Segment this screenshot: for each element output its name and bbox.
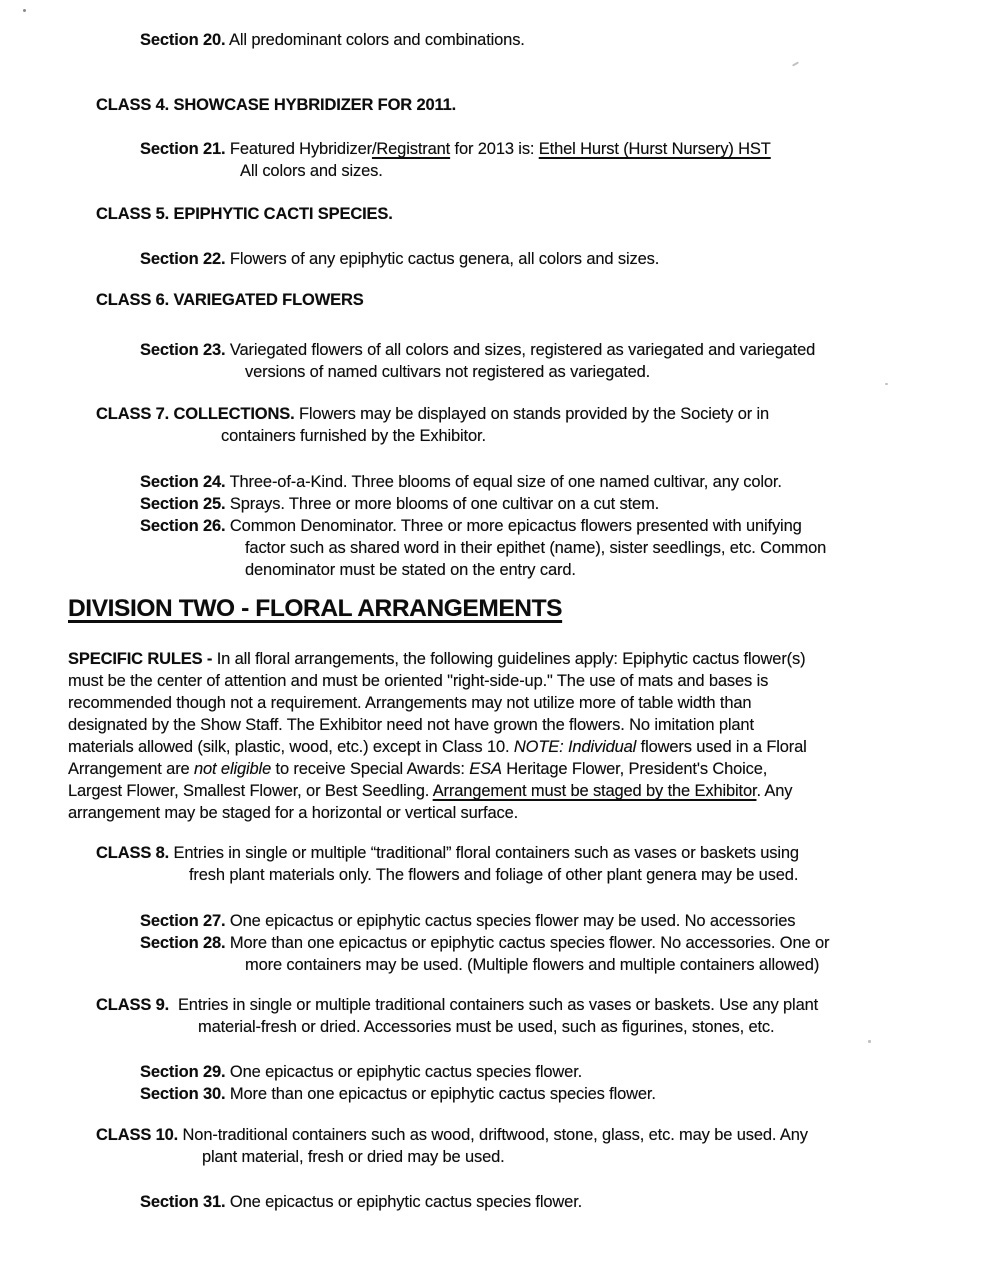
- text-line: [140, 515, 989, 537]
- text-line: [140, 29, 989, 51]
- text-segment: All predominant colors and combinations.: [225, 31, 525, 49]
- text-line: [68, 802, 989, 824]
- text-segment: must be the center of attention and must be oriented "right-side-up." The use of mats and bases is: [68, 672, 769, 690]
- text-segment: CLASS 10.: [96, 1126, 179, 1144]
- text-segment: Flowers may be displayed on stands provided by the Society or in: [294, 405, 770, 423]
- scan-speck: [868, 1040, 871, 1043]
- division-two-heading: [0, 594, 989, 624]
- text-segment: More than one epicactus or epiphytic cactus species flower.: [225, 1085, 656, 1103]
- text-segment: CLASS 8.: [96, 844, 170, 862]
- text-segment: Section 22.: [140, 250, 226, 268]
- text-line: [140, 339, 989, 361]
- section-20: [0, 29, 989, 51]
- text-line: [245, 559, 989, 581]
- text-line: [202, 1146, 989, 1168]
- text-segment: One epicactus or epiphytic cactus species flower.: [225, 1193, 583, 1211]
- text-line: [140, 1061, 989, 1083]
- text-segment: for 2013 is:: [450, 140, 539, 158]
- text-segment: CLASS 6. VARIEGATED FLOWERS: [96, 291, 364, 309]
- text-line: [68, 648, 989, 670]
- text-line: [96, 842, 989, 864]
- class-9-heading: [0, 994, 989, 1038]
- text-line: [96, 1124, 989, 1146]
- text-line: [68, 594, 989, 624]
- text-segment: . Any: [756, 782, 793, 800]
- text-segment: fresh plant materials only. The flowers and foliage of other plant genera may be used.: [189, 866, 799, 884]
- text-segment: factor such as shared word in their epithet (name), sister seedlings, etc. Common: [245, 539, 827, 557]
- scan-speck: [792, 61, 799, 66]
- text-segment: Variegated flowers of all colors and sizes, registered as variegated and variegated: [225, 341, 816, 359]
- text-line: [140, 932, 989, 954]
- text-line: [68, 780, 989, 802]
- text-line: [245, 954, 989, 976]
- text-line: [140, 138, 989, 160]
- text-segment: Non-traditional containers such as wood, driftwood, stone, glass, etc. may be used. Any: [178, 1126, 808, 1144]
- section-22: [0, 248, 989, 270]
- sections-27-28: [0, 910, 989, 976]
- text-segment: Three-of-a-Kind. Three blooms of equal size of one named cultivar, any color.: [225, 473, 782, 491]
- text-segment: Entries in single or multiple “traditional” floral containers such as vases or baskets using: [169, 844, 799, 862]
- class-7-heading: [0, 403, 989, 447]
- text-segment: Section 23.: [140, 341, 226, 359]
- text-segment: More than one epicactus or epiphytic cactus species flower. No accessories. One or: [225, 934, 830, 952]
- text-line: [96, 403, 989, 425]
- text-line: [140, 493, 989, 515]
- text-segment: containers furnished by the Exhibitor.: [221, 427, 486, 445]
- scan-speck: [23, 9, 26, 12]
- text-segment: designated by the Show Staff. The Exhibitor need not have grown the flowers. No imitation plant: [68, 716, 754, 734]
- section-23: [0, 339, 989, 383]
- text-line: [96, 289, 989, 311]
- text-segment: Largest Flower, Smallest Flower, or Best Seedling.: [68, 782, 433, 800]
- text-segment: ESA: [469, 760, 502, 778]
- sections-24-25-26: [0, 471, 989, 581]
- text-line: [140, 1083, 989, 1105]
- text-segment: CLASS 7. COLLECTIONS.: [96, 405, 295, 423]
- text-line: [140, 910, 989, 932]
- text-segment: more containers may be used. (Multiple flowers and multiple containers allowed): [245, 956, 820, 974]
- text-line: [245, 537, 989, 559]
- text-segment: /Registrant: [371, 140, 451, 158]
- text-line: [140, 248, 989, 270]
- text-segment: Heritage Flower, President's Choice,: [501, 760, 768, 778]
- text-segment: Section 25.: [140, 495, 226, 513]
- text-segment: arrangement may be staged for a horizontal or vertical surface.: [68, 804, 519, 822]
- specific-rules-paragraph: [0, 648, 989, 824]
- text-segment: materials allowed (silk, plastic, wood, etc.) except in Class 10.: [68, 738, 514, 756]
- text-segment: plant material, fresh or dried may be used.: [202, 1148, 505, 1166]
- text-segment: NOTE: Individual: [513, 738, 637, 756]
- text-line: [140, 471, 989, 493]
- text-segment: not eligible: [194, 760, 272, 778]
- text-line: [68, 692, 989, 714]
- text-line: [96, 994, 989, 1016]
- text-line: [198, 1016, 989, 1038]
- text-line: [68, 670, 989, 692]
- text-segment: One epicactus or epiphytic cactus species flower.: [225, 1063, 583, 1081]
- class-6-heading: [0, 289, 989, 311]
- section-21: [0, 138, 989, 182]
- text-segment: Section 20.: [140, 31, 226, 49]
- text-segment: recommended though not a requirement. Arrangements may not utilize more of table width than: [68, 694, 752, 712]
- sections-29-30: [0, 1061, 989, 1105]
- text-segment: material-fresh or dried. Accessories must be used, such as figurines, stones, etc.: [198, 1018, 775, 1036]
- text-segment: All colors and sizes.: [240, 162, 383, 180]
- text-line: [68, 714, 989, 736]
- text-segment: Ethel Hurst (Hurst Nursery) HST: [538, 140, 771, 158]
- text-segment: Featured Hybridizer: [225, 140, 372, 158]
- text-segment: Arrangement must be staged by the Exhibitor: [432, 782, 757, 800]
- text-line: [245, 361, 989, 383]
- text-segment: Sprays. Three or more blooms of one cultivar on a cut stem.: [225, 495, 660, 513]
- text-segment: CLASS 4. SHOWCASE HYBRIDIZER FOR 2011.: [96, 96, 457, 114]
- class-10-heading: [0, 1124, 989, 1168]
- scan-speck: [885, 383, 888, 385]
- text-segment: Arrangement are: [68, 760, 194, 778]
- text-line: [96, 94, 989, 116]
- text-segment: flowers used in a Floral: [636, 738, 807, 756]
- text-segment: Section 26.: [140, 517, 226, 535]
- text-segment: to receive Special Awards:: [271, 760, 470, 778]
- text-segment: Section 29.: [140, 1063, 226, 1081]
- class-8-heading: [0, 842, 989, 886]
- class-4-heading: [0, 94, 989, 116]
- text-segment: In all floral arrangements, the following guidelines apply: Epiphytic cactus flower(s): [216, 650, 806, 668]
- text-line: [221, 425, 989, 447]
- text-segment: Common Denominator. Three or more epicactus flowers presented with unifying: [225, 517, 802, 535]
- text-segment: denominator must be stated on the entry card.: [245, 561, 576, 579]
- text-segment: versions of named cultivars not registered as variegated.: [245, 363, 651, 381]
- text-segment: Entries in single or multiple traditional containers such as vases or baskets. Use any plant: [169, 996, 819, 1014]
- text-line: [68, 758, 989, 780]
- text-line: [96, 203, 989, 225]
- text-segment: CLASS 5. EPIPHYTIC CACTI SPECIES.: [96, 205, 393, 223]
- text-line: [240, 160, 989, 182]
- text-line: [189, 864, 989, 886]
- text-line: [140, 1191, 989, 1213]
- text-segment: Flowers of any epiphytic cactus genera, all colors and sizes.: [225, 250, 660, 268]
- text-segment: SPECIFIC RULES -: [68, 650, 217, 668]
- text-segment: Section 27.: [140, 912, 226, 930]
- text-line: [68, 736, 989, 758]
- text-segment: Section 30.: [140, 1085, 226, 1103]
- text-segment: Section 31.: [140, 1193, 226, 1211]
- text-segment: DIVISION TWO - FLORAL ARRANGEMENTS: [68, 595, 563, 622]
- text-segment: One epicactus or epiphytic cactus species flower may be used. No accessories: [225, 912, 796, 930]
- section-31: [0, 1191, 989, 1213]
- class-5-heading: [0, 203, 989, 225]
- text-segment: Section 24.: [140, 473, 226, 491]
- text-segment: Section 21.: [140, 140, 226, 158]
- text-segment: Section 28.: [140, 934, 226, 952]
- text-segment: CLASS 9.: [96, 996, 170, 1014]
